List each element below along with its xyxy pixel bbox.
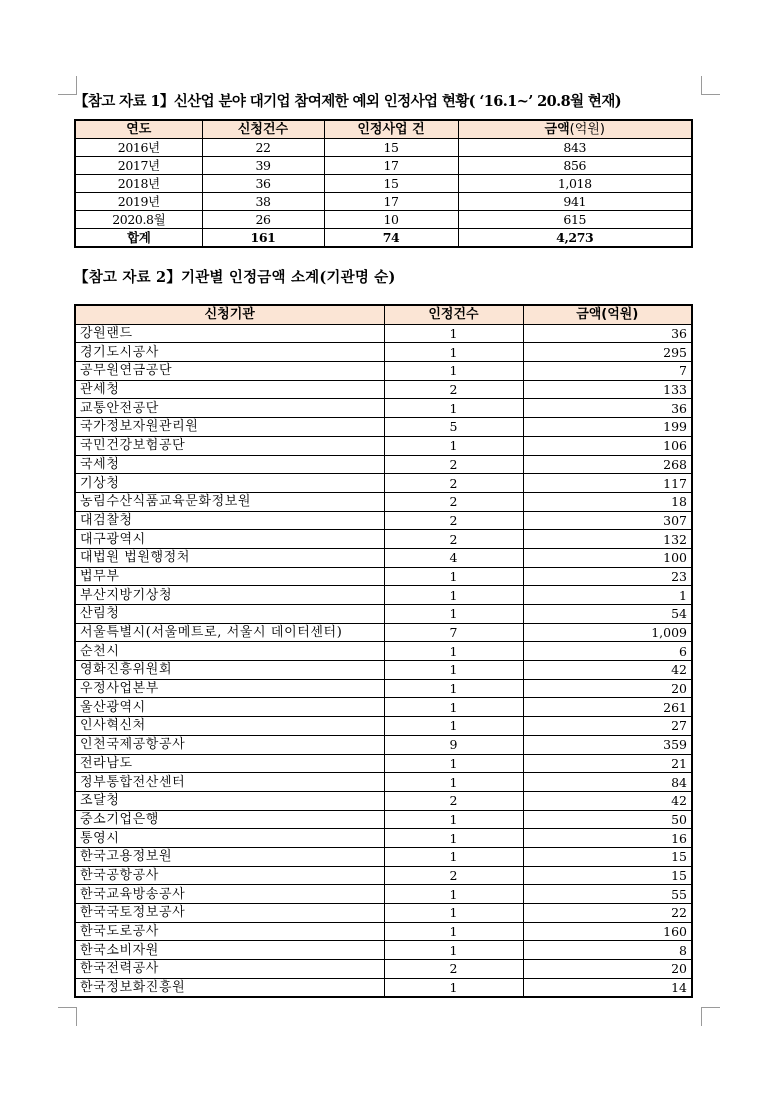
ref2-table-row: [75, 623, 692, 642]
ref2-cell-amount: 23: [523, 567, 692, 586]
ref2-cell-count: 1: [384, 941, 523, 960]
ref1-cell-year: 2018년: [75, 175, 202, 193]
ref2-cell-amount: 132: [523, 530, 692, 549]
ref2-cell-agency: 한국고용정보원: [75, 847, 384, 866]
ref2-table-row: [75, 754, 692, 773]
ref2-cell-agency: 통영시: [75, 829, 384, 848]
ref2-cell-count: 2: [384, 791, 523, 810]
ref2-cell-agency: 경기도시공사: [75, 343, 384, 362]
ref2-cell-agency: 한국국토정보공사: [75, 904, 384, 923]
ref2-table-row: [75, 941, 692, 960]
ref2-cell-agency: 서울특별시(서울메트로, 서울시 데이터센터): [75, 623, 384, 642]
ref2-cell-amount: 36: [523, 324, 692, 343]
ref2-table-row: [75, 418, 692, 437]
ref2-table-row: [75, 922, 692, 941]
ref2-cell-count: 2: [384, 380, 523, 399]
ref2-cell-amount: 106: [523, 436, 692, 455]
ref2-cell-count: 1: [384, 324, 523, 343]
ref1-cell-applications: 36: [202, 175, 324, 193]
ref2-cell-count: 1: [384, 829, 523, 848]
ref2-cell-amount: 6: [523, 642, 692, 661]
ref1-cell-approved: 10: [324, 211, 458, 229]
ref2-cell-amount: 42: [523, 661, 692, 680]
ref2-cell-agency: 한국소비자원: [75, 941, 384, 960]
ref2-cell-agency: 한국교육방송공사: [75, 885, 384, 904]
ref2-cell-amount: 21: [523, 754, 692, 773]
ref2-cell-agency: 산림청: [75, 605, 384, 624]
ref2-cell-amount: 100: [523, 548, 692, 567]
ref2-cell-count: 1: [384, 642, 523, 661]
ref2-cell-count: 1: [384, 436, 523, 455]
ref2-cell-count: 2: [384, 866, 523, 885]
ref2-cell-amount: 117: [523, 474, 692, 493]
ref1-cell-year: 2019년: [75, 193, 202, 211]
ref2-cell-amount: 22: [523, 904, 692, 923]
ref2-table-row: [75, 829, 692, 848]
ref2-table-row: [75, 866, 692, 885]
ref2-table-row: [75, 362, 692, 381]
ref1-cell-approved: 17: [324, 157, 458, 175]
ref1-total-amount: 4,273: [458, 229, 692, 248]
ref2-cell-count: 1: [384, 978, 523, 997]
ref1-cell-year: 2017년: [75, 157, 202, 175]
ref2-cell-amount: 199: [523, 418, 692, 437]
ref2-cell-agency: 중소기업은행: [75, 810, 384, 829]
ref2-table-row: [75, 960, 692, 979]
ref2-table-row: [75, 679, 692, 698]
ref2-cell-agency: 기상청: [75, 474, 384, 493]
ref1-total-row: [75, 229, 692, 248]
ref1-cell-amount: 615: [458, 211, 692, 229]
ref2-cell-agency: 전라남도: [75, 754, 384, 773]
ref2-cell-count: 1: [384, 679, 523, 698]
ref2-cell-count: 1: [384, 922, 523, 941]
ref1-title: 【참고 자료 1】신산업 분야 대기업 참여제한 예외 인정사업 현황( ‘16.1~’ 20.8월 현재): [74, 93, 622, 110]
ref2-table-row: [75, 642, 692, 661]
ref1-header-approved: 인정사업 건: [324, 120, 458, 139]
ref1-cell-amount: 941: [458, 193, 692, 211]
ref2-cell-amount: 18: [523, 492, 692, 511]
ref2-cell-amount: 307: [523, 511, 692, 530]
ref2-cell-amount: 54: [523, 605, 692, 624]
ref1-table-row: [75, 211, 692, 229]
ref2-table-row: [75, 455, 692, 474]
ref2-table-row: [75, 773, 692, 792]
ref2-cell-agency: 인사혁신처: [75, 717, 384, 736]
ref1-header-year: 연도: [75, 120, 202, 139]
ref2-cell-amount: 15: [523, 847, 692, 866]
ref2-cell-count: 1: [384, 717, 523, 736]
ref2-cell-count: 2: [384, 455, 523, 474]
ref2-cell-agency: 영화진흥위원회: [75, 661, 384, 680]
ref2-cell-count: 1: [384, 754, 523, 773]
ref2-table-row: [75, 605, 692, 624]
ref2-cell-count: 1: [384, 904, 523, 923]
ref2-cell-agency: 국가정보자원관리원: [75, 418, 384, 437]
ref2-cell-count: 2: [384, 474, 523, 493]
ref2-cell-count: 1: [384, 605, 523, 624]
ref2-cell-count: 9: [384, 735, 523, 754]
ref2-table-row: [75, 735, 692, 754]
ref2-table-row: [75, 847, 692, 866]
ref2-cell-agency: 교통안전공단: [75, 399, 384, 418]
page-corner-mark-bottom-left: [58, 1007, 77, 1026]
ref2-cell-amount: 7: [523, 362, 692, 381]
ref2-cell-count: 5: [384, 418, 523, 437]
ref2-table-row: [75, 698, 692, 717]
ref2-table-row: [75, 586, 692, 605]
ref2-cell-amount: 261: [523, 698, 692, 717]
ref2-cell-amount: 84: [523, 773, 692, 792]
ref2-table-row: [75, 810, 692, 829]
ref2-cell-amount: 1,009: [523, 623, 692, 642]
ref2-cell-count: 1: [384, 885, 523, 904]
ref2-table-row: [75, 791, 692, 810]
ref2-cell-amount: 27: [523, 717, 692, 736]
ref1-cell-approved: 17: [324, 193, 458, 211]
ref2-cell-agency: 대법원 법원행정처: [75, 548, 384, 567]
ref2-cell-agency: 법무부: [75, 567, 384, 586]
ref2-header-row: [75, 305, 692, 324]
ref1-cell-amount: 843: [458, 139, 692, 157]
ref2-cell-count: 1: [384, 343, 523, 362]
ref2-cell-agency: 관세청: [75, 380, 384, 399]
ref2-cell-amount: 15: [523, 866, 692, 885]
ref2-cell-count: 2: [384, 960, 523, 979]
ref2-header-agency: 신청기관: [75, 305, 384, 324]
ref1-cell-applications: 26: [202, 211, 324, 229]
ref2-cell-agency: 한국공항공사: [75, 866, 384, 885]
ref2-cell-amount: 133: [523, 380, 692, 399]
ref2-cell-count: 2: [384, 511, 523, 530]
ref1-table-row: [75, 139, 692, 157]
ref1-cell-applications: 38: [202, 193, 324, 211]
ref1-table-row: [75, 175, 692, 193]
ref2-cell-amount: 16: [523, 829, 692, 848]
ref1-header-applications: 신청건수: [202, 120, 324, 139]
ref2-table-row: [75, 399, 692, 418]
ref2-cell-agency: 조달청: [75, 791, 384, 810]
ref2-cell-agency: 국민건강보험공단: [75, 436, 384, 455]
ref2-table-row: [75, 343, 692, 362]
ref1-header-row: [75, 120, 692, 139]
ref1-cell-applications: 22: [202, 139, 324, 157]
ref2-cell-amount: 55: [523, 885, 692, 904]
ref1-cell-approved: 15: [324, 175, 458, 193]
ref1-cell-amount: 856: [458, 157, 692, 175]
ref2-table-row: [75, 717, 692, 736]
ref2-cell-agency: 한국도로공사: [75, 922, 384, 941]
ref1-header-amount-unit: (억원): [569, 122, 605, 137]
ref2-cell-amount: 1: [523, 586, 692, 605]
ref1-total-label: 합계: [75, 229, 202, 248]
page-corner-mark-bottom-right: [701, 1007, 720, 1026]
ref2-cell-count: 1: [384, 810, 523, 829]
ref2-cell-count: 7: [384, 623, 523, 642]
ref2-cell-count: 1: [384, 567, 523, 586]
ref2-cell-agency: 공무원연금공단: [75, 362, 384, 381]
ref2-title: 【참고 자료 2】기관별 인정금액 소계(기관명 순): [74, 269, 396, 286]
ref2-cell-amount: 50: [523, 810, 692, 829]
ref2-cell-count: 2: [384, 530, 523, 549]
ref2-cell-amount: 268: [523, 455, 692, 474]
ref2-cell-agency: 정부통합전산센터: [75, 773, 384, 792]
ref2-cell-agency: 대검찰청: [75, 511, 384, 530]
ref2-cell-amount: 42: [523, 791, 692, 810]
ref1-table: [74, 119, 693, 248]
ref2-table-row: [75, 567, 692, 586]
ref1-cell-amount: 1,018: [458, 175, 692, 193]
ref2-header-amount: 금액(억원): [523, 305, 692, 324]
ref1-cell-approved: 15: [324, 139, 458, 157]
ref2-cell-agency: 한국전력공사: [75, 960, 384, 979]
ref2-table-row: [75, 492, 692, 511]
ref2-cell-count: 1: [384, 362, 523, 381]
ref1-cell-year: 2016년: [75, 139, 202, 157]
ref2-table-row: [75, 904, 692, 923]
ref2-cell-count: 1: [384, 773, 523, 792]
ref2-cell-amount: 295: [523, 343, 692, 362]
ref2-cell-agency: 울산광역시: [75, 698, 384, 717]
ref1-table-row: [75, 157, 692, 175]
ref2-table-row: [75, 885, 692, 904]
ref2-cell-count: 1: [384, 847, 523, 866]
ref2-cell-agency: 인천국제공항공사: [75, 735, 384, 754]
ref1-table-row: [75, 193, 692, 211]
ref2-table-row: [75, 661, 692, 680]
ref2-cell-agency: 우정사업본부: [75, 679, 384, 698]
ref2-cell-amount: 8: [523, 941, 692, 960]
ref2-cell-amount: 20: [523, 679, 692, 698]
ref2-cell-count: 1: [384, 586, 523, 605]
ref2-cell-agency: 강원랜드: [75, 324, 384, 343]
ref2-cell-amount: 359: [523, 735, 692, 754]
ref2-cell-count: 4: [384, 548, 523, 567]
ref2-table-row: [75, 548, 692, 567]
ref2-cell-count: 2: [384, 492, 523, 511]
ref2-cell-count: 1: [384, 698, 523, 717]
ref1-header-amount-label: 금액: [544, 122, 570, 137]
ref1-total-applications: 161: [202, 229, 324, 248]
ref2-table-row: [75, 511, 692, 530]
ref2-header-count: 인정건수: [384, 305, 523, 324]
ref2-table-row: [75, 530, 692, 549]
ref2-table: [74, 304, 693, 998]
ref2-cell-agency: 대구광역시: [75, 530, 384, 549]
ref2-table-row: [75, 474, 692, 493]
ref2-cell-amount: 14: [523, 978, 692, 997]
ref2-cell-agency: 국세청: [75, 455, 384, 474]
ref1-total-approved: 74: [324, 229, 458, 248]
ref2-table-row: [75, 380, 692, 399]
ref2-cell-amount: 20: [523, 960, 692, 979]
ref2-cell-agency: 부산지방기상청: [75, 586, 384, 605]
ref2-cell-count: 1: [384, 661, 523, 680]
ref2-cell-agency: 농림수산식품교육문화정보원: [75, 492, 384, 511]
ref2-cell-agency: 순천시: [75, 642, 384, 661]
ref2-table-row: [75, 978, 692, 997]
ref2-cell-count: 1: [384, 399, 523, 418]
ref2-table-row: [75, 436, 692, 455]
ref2-table-row: [75, 324, 692, 343]
ref1-header-amount: [458, 120, 692, 139]
page-corner-mark-top-right: [701, 76, 720, 95]
ref1-cell-year: 2020.8월: [75, 211, 202, 229]
ref2-cell-amount: 36: [523, 399, 692, 418]
ref2-cell-amount: 160: [523, 922, 692, 941]
ref1-cell-applications: 39: [202, 157, 324, 175]
ref2-cell-agency: 한국정보화진흥원: [75, 978, 384, 997]
